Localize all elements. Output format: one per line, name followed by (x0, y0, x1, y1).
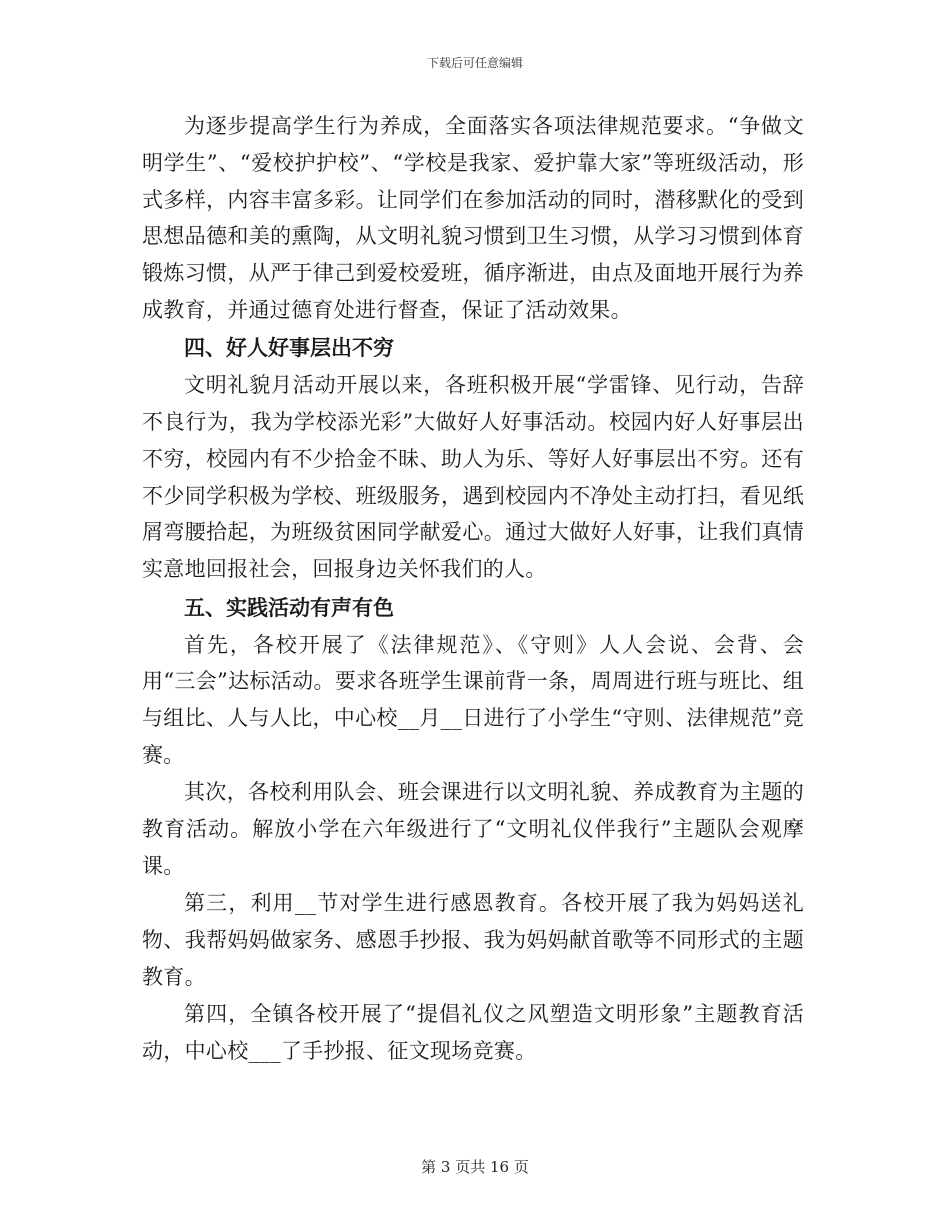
page-number: 第 3 页共 16 页 (421, 1158, 529, 1176)
page-header: 下载后可任意编辑 (426, 56, 523, 70)
section-heading-4: 四、好人好事层出不穷 (184, 336, 394, 361)
paragraph-behavior: 为逐步提高学生行为养成，全面落实各项法律规范要求。“争做文明学生”、“爱校护护校”、“学校是我家、爱护靠大家”等班级活动，形式多样，内容丰富多彩。让同学们在参加活动的同时，潜移默化的受到思想品德和美的熏陶，从文明礼貌习惯到卫生习惯，从学习习惯到体育锻炼习惯，从严于律己到爱校爱班，循序渐进，由点及面地开展行为养成教育，并通过德育处进行督查，保证了活动效果。 (142, 114, 804, 322)
paragraph-second: 其次，各校利用队会、班会课进行以文明礼貌、养成教育为主题的教育活动。解放小学在六年级进行了“文明礼仪伴我行”主题队会观摩课。 (142, 780, 804, 878)
document-body (142, 108, 804, 1070)
section-heading-5: 五、实践活动有声有色 (184, 595, 394, 620)
paragraph-fourth: 第四，全镇各校开展了“提倡礼仪之风塑造文明形象”主题教育活动，中心校___了手抄报、征文现场竞赛。 (142, 1002, 804, 1063)
paragraph-first: 首先，各校开展了《法律规范》、《守则》人人会说、会背、会用“三会”达标活动。要求各班学生课前背一条，周周进行班与班比、组与组比、人与人比，中心校__月__日进行了小学生“守则、法律规范”竞赛。 (142, 632, 804, 767)
paragraph-third: 第三，利用__节对学生进行感恩教育。各校开展了我为妈妈送礼物、我帮妈妈做家务、感恩手抄报、我为妈妈献首歌等不同形式的主题教育。 (142, 891, 804, 989)
paragraph-good-deeds: 文明礼貌月活动开展以来，各班积极开展“学雷锋、见行动，告辞不良行为，我为学校添光彩”大做好人好事活动。校园内好人好事层出不穷，校园内有不少拾金不昧、助人为乐、等好人好事层出不穷。还有不少同学积极为学校、班级服务，遇到校园内不净处主动打扫，看见纸屑弯腰拾起，为班级贫困同学献爱心。通过大做好人好事，让我们真情实意地回报社会，回报身边关怀我们的人。 (142, 373, 804, 582)
